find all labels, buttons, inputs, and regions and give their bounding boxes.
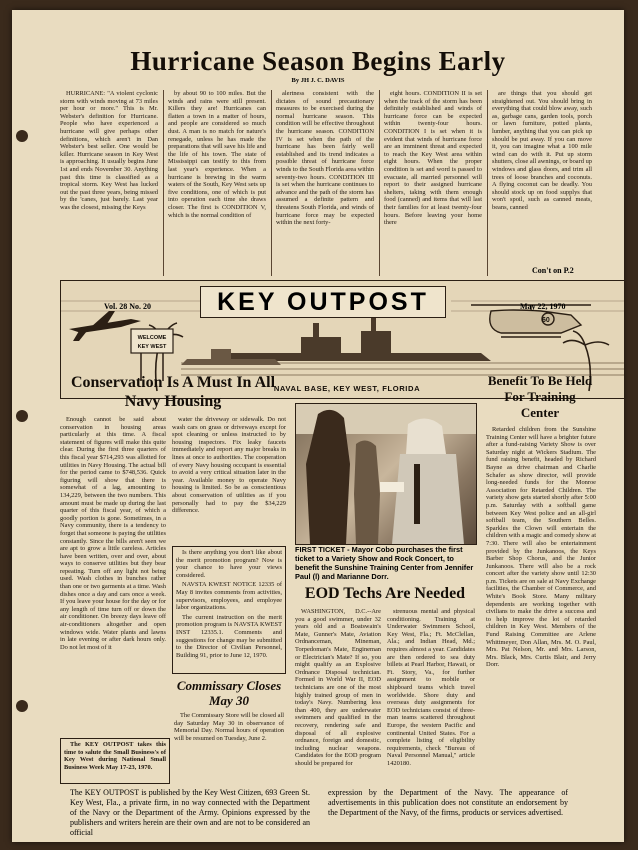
helicopter-number: 60	[542, 317, 550, 324]
commissary-body: The Commissary Store will be closed all day Saturday May 30 in observance of Memorial Day. Normal hours of operation will be resumed on Tuesday, June 2.	[174, 712, 284, 742]
merit-promotion-box: Is there anything you don't like about the merit promotion program? Now is your chance to have your views considered. NAVSTA KWEST NOTICE 12335 of May 8 invites comments from activities, supervisors, employees, and employee labor organizations. The current instruction on the merit promotion program is NAVSTA KWEST INST 12335.1. Comments and suggestions for change may be submitted to the Director of Civilian Personnel, Building 91, prior to June 12, 1970.	[172, 546, 286, 674]
commissary-headline: Commissary Closes May 30	[176, 678, 282, 708]
footer-left: The KEY OUTPOST is published by the Key West Citizen, 693 Green St. Key West, Fla., a private firm, in no way connected with the Department of the Navy or the Department of the Army. Opinions expressed by the publishers and writers herein are their own and are not to be considered an official	[70, 788, 310, 837]
hurricane-column-4: eight hours. CONDITION II is set when the track of the storm has been definitely established and winds of hurricane force can be expected within twenty-four hours. CONDITION I is set when it is evident that winds of hurricane force are an imminent threat and expected to reach the Key West area within eight hours. When the proper condition is set and word is passed to evacuate, all married personnel will report to their assigned hurricane shelters, taking with them enough food (canned) and items that will last their families for at least twenty-four hours. Before leaving your home there	[384, 90, 482, 227]
eod-column-2: strenuous mental and physical conditioning. Training at Underwater Swimmers School, Key West, Fla.; Ft. McClellan, Ala.; and Indian Head, Md.; requires almost a year. Candidates are then ordered to sea duty billets at Pearl Harbor, Hawaii, or Ft. Story, Va., for further assignment to mobile or shipboard teams which travel worldwide. Shore duty and overseas duty assignments for EOD technicians consist of three-man teams scattered throughout Europe, the western Pacific and continental United States. For a complete listing of eligibility requirements, check "Bureau of Naval Personnel Manual," article 1420180.	[387, 608, 475, 767]
hurricane-column-2: by about 90 to 100 miles. But the winds and rains were still present. Killers they are! Hurricanes can flatten a town in a matter of hours, and people are considered so much dust. A man is no match for nature's renegade, unless he has made the preparations that will save his life and the life of his town. The state of Mississippi can testify to this from last year's experience. When a hurricane is brewing in the warm waters of the South, Key West sets up five conditions, one of which is put into operation each time she draws closer. The first is CONDITION V, which is the normal condition of	[168, 90, 266, 219]
column-rule	[379, 90, 380, 276]
hurricane-column-5: are things that you should get straightened out. You should bring in everything that could blow away, such as, garbage cans, garden tools, porch or lawn furniture, potted plants, lumber, anything that you can pick up should be put away. If you can move it, you can imagine what a 100 mile wind can do with it. Put up storm shutters, close all awnings, or board up windows and glass doors, and trim all trees of loose branches and coconuts. A flying coconut can be deadly. You should stock up on food supplys that won't spoil, such as canned meats, beans, canned	[492, 90, 592, 211]
first-ticket-photo	[295, 403, 477, 545]
sign-line-1: WELCOME	[137, 335, 167, 341]
sign-line-2: KEY WEST	[137, 344, 167, 350]
salute-box: The KEY OUTPOST takes this time to salute the Small Business's of Key West during National Small Business Week May 17-23, 1970.	[60, 738, 170, 784]
eod-headline: EOD Techs Are Needed	[304, 585, 466, 602]
binder-hole	[16, 130, 28, 142]
column-rule	[271, 90, 272, 276]
hurricane-column-1: HURRICANE: "A violent cyclonic storm with winds moving at 73 miles per hour or more." This is Mr. Webster's definition for Hurricane. People who have experienced a hurricane will give perhaps other definitions, which aren't in Dan Webster's best seller. One would be killer. Hurricane season in Key West is approaching. It usually begins June 1st and ends November 30. Anything past this time is classified as a tropical storm. Key West has lucked out the past three years, being missed by the 'canes, just barely. Last year was the closest, missing the Keys	[60, 90, 158, 211]
byline: By JH J. C. DAVIS	[291, 77, 345, 84]
hurricane-headline: Hurricane Season Begins Early	[130, 46, 506, 76]
continued-note: Con't on P.2	[532, 266, 574, 275]
conservation-column-2: water the driveway or sidewalk. Do not wash cars on grass or driveways except for spot cleaning or unless instructed to by housing inspectors. Fix leaky faucets immediately and report any major breaks in lines at once to authorities. The cooperation of every Navy housing occupant is essential to avoid a very critical situation later in the year. Available money to operate Navy housing is limited. So be as conscientious about conservation of utilities as if you personally had to pay the $34,229 difference.	[172, 416, 286, 515]
benefit-body: Retarded children from the Sunshine Training Center will have a brighter future after a fund-raising Variety Show is over Saturday night at Wickers Stadium. The fund raising benefit, headed by Richard Bayne as drive chairman and Charlie Schafer as show director, will provide long-needed funds for the Monroe Association for Retarded Children. The variety show gets started shortly after 5:00 p.m. Saturday with a softball game between Key West police and an all-girl softball team, the Southern Belles. Sparkles the Clown will entertain the children with a magic and comedy show at 7:30. There will also be entertainment provided by the Junkanoos, the Keys Barber Shop Chorus, and the Junior Junkanoos. There will also be a rock concert after the variety show until 12:30 p.m. Tickets are on sale at Navy Exchange facilities, the Chamber of Commerce, and White's Book Store. Many military dependents are working together with civilians to make the drive a success and to help improve the lot of retarded children in Key West. Members of the Fund Raising Committee are Arlene Whittmeyer, Don Allan, Mrs. M. O. Paul, Mrs. Pat Nelson, Mr. and Mrs. Larson, Mrs. Black, Mrs. Curtis Blair, and Jerry Dorr.	[486, 426, 596, 669]
volume-number: Vol. 28 No. 20	[104, 302, 152, 311]
ship-icon	[211, 317, 491, 361]
binder-holes	[16, 10, 30, 842]
binder-hole	[16, 410, 28, 422]
footer-right: expression by the Department of the Navy. The appearance of advertisements in this publication does not constitute an endorsement by the Department of the Navy, of the firms, products or services advertised.	[328, 788, 568, 817]
jet-icon	[69, 311, 141, 341]
eod-column-1: WASHINGTON, D.C.--Are you a good swimmer, under 32 years old and a Boatswain's Mate, Gunner's Mate, Aviation Ordnanceman, Mineman, Torpedoman's Mate, Engineman or Electrician's Mate? If so, you might qualify as an Explosive Ordnance Disposal technician. Formed in World War II, EOD technicians are one of the most highly trained group of men in today's Navy. Numbering less than 400, they are underwater swimmers and qualified in the recovery, rendering safe and disposal of all explosive ordnance, foreign and domestic, including nuclear weapons. Candidates for the EOD program should be prepared for	[295, 608, 381, 767]
column-rule	[487, 90, 488, 276]
masthead-subtitle: NAVAL BASE, KEY WEST, FLORIDA	[273, 384, 421, 393]
conservation-column-1: Enough cannot be said about conservation in housing areas particularly at this time. A fiscal statement of figures will make this quite clear. During the first three quarters of this fiscal year $714,293 was allotted for utilities in Navy Housing. The actual bill for the period came to $748,536. Quick figuring will show that there is somewhat of a lag, amounting to 134,229, between the two numbers. This amount must be made up during the last quarter of this fiscal year, of which a goodly portion is gone. Sometimes, in a Navy community, there is a tendency to forget that someone is paying the utilities constantly. Since the bills aren't seen we are apt to grow a little careless. Articles have been written, over and over, about ways to conserve utilities but they bear repeating. Turn off any light not being used. Wash clothes in bunches rather than one or two garments at a time. Wash dishes once a day and cars once a week. If you leave your house for the day or for any length of time turn off or down the air conditioner. On breezy days leave off air-conditioners altogether and open windows wide. Water plants and lawns in late evening or after dark hours only. Do not let most of it	[60, 416, 166, 651]
masthead-title: KEY OUTPOST	[200, 286, 446, 318]
benefit-headline: Benefit To Be Held For Training Center	[487, 373, 593, 420]
hurricane-column-3: alertness consistent with the dictates of sound precautionary measures to be exercised during the normal hurricane season. This condition will be effective throughout the hurricane season. CONDITION IV is set when the path of the hurricane has been fairly well established and its trend indicates a possible threat of hurricane force winds to the South Florida area within seventy-two hours. CONDITION III is set when the hurricane continues to advance and the path of the storm has assumed a definite pattern and threatens South Florida, and winds of hurricane force may be expected within the next forty-	[276, 90, 374, 227]
photo-caption: FIRST TICKET - Mayor Cobo purchases the first ticket to a Variety Show and Rock Concert, to benefit the Sunshine Training Center from Jennifer Paul (l) and Marianne Dorr.	[295, 545, 474, 581]
newspaper-page	[12, 10, 624, 842]
conservation-headline: Conservation Is A Must In All Navy Housing	[70, 374, 276, 410]
column-rule	[163, 90, 164, 276]
photo-illustration	[296, 404, 476, 544]
binder-hole	[16, 700, 28, 712]
issue-date: May 22, 1970	[520, 302, 566, 311]
